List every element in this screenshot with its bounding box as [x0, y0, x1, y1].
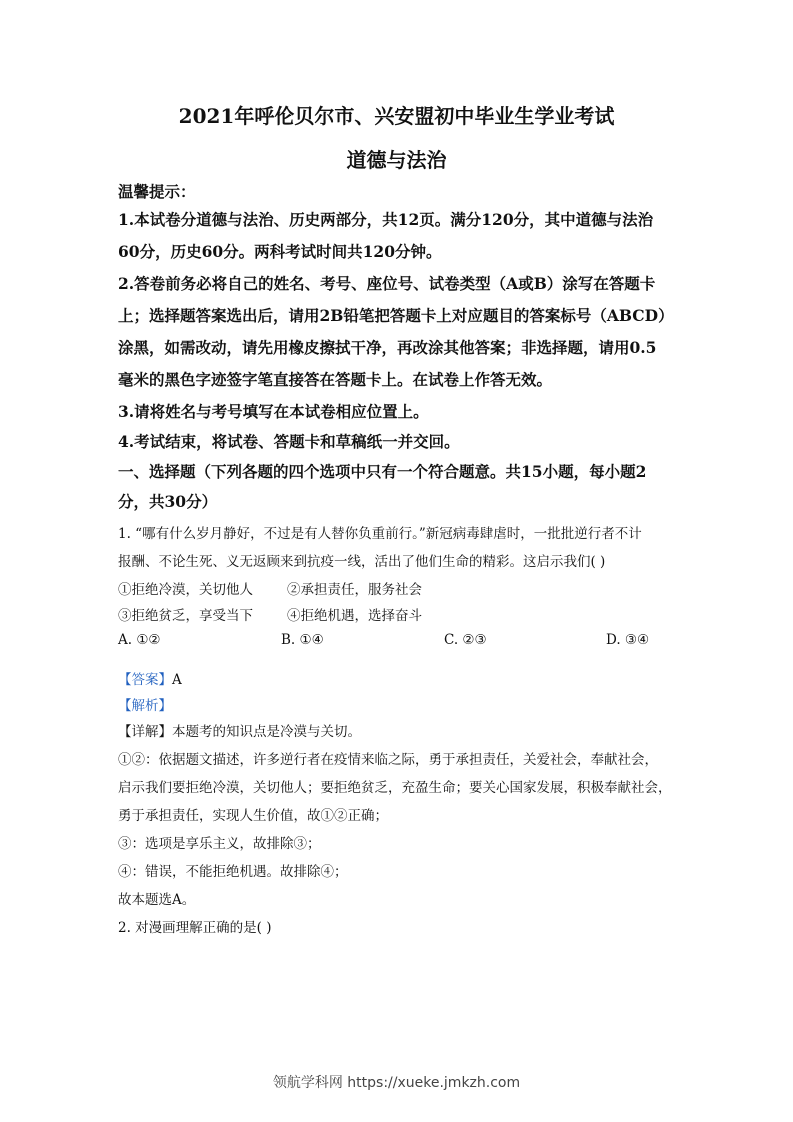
section-heading: 分，共30分）	[118, 492, 218, 511]
option-d: D. ③④	[606, 632, 650, 648]
detail-intro: 本题考的知识点是冷漠与关切。	[172, 724, 361, 740]
question-stem: 2. 对漫画理解正确的是( )	[118, 920, 272, 936]
notice-line: 2.答卷前务必将自己的姓名、考号、座位号、试卷类型（A或B）涂写在答题卡	[118, 274, 656, 293]
question-stem: 1. “哪有什么岁月静好，不过是有人替你负重前行。”新冠病毒肆虐时，一批批逆行者不计	[118, 526, 642, 542]
explanation-line: 故本题选A。	[118, 892, 196, 908]
explanation-line: ①②：依据题文描述，许多逆行者在疫情来临之际，勇于承担责任，关爱社会，奉献社会，	[118, 752, 658, 768]
notice-line: 涂黑，如需改动，请先用橡皮擦拭干净，再改涂其他答案；非选择题，请用0.5	[118, 338, 657, 357]
option-c: C. ②③	[444, 632, 487, 648]
statement: ②承担责任，服务社会	[287, 582, 422, 598]
explanation-line: 启示我们要拒绝冷漠，关切他人；要拒绝贫乏，充盈生命；要关心国家发展，积极奉献社会，	[118, 780, 672, 796]
notice-line: 1.本试卷分道德与法治、历史两部分，共12页。满分120分，其中道德与法治	[118, 210, 654, 229]
detail-tag: 【详解】	[118, 724, 172, 740]
statement: ①拒绝冷漠，关切他人	[118, 582, 253, 598]
exam-subtitle: 道德与法治	[346, 148, 447, 172]
explanation-line: ④：错误，不能拒绝机遇。故排除④；	[118, 864, 348, 880]
answer-line	[118, 668, 182, 688]
question-stem: 报酬、不论生死、义无返顾来到抗疫一线，活出了他们生命的精彩。这启示我们( )	[118, 554, 606, 570]
explanation-line: ③：选项是享乐主义，故排除③；	[118, 836, 321, 852]
answer-tag: 【答案】	[118, 672, 172, 688]
notice-line: 4.考试结束，将试卷、答题卡和草稿纸一并交回。	[118, 432, 460, 451]
notice-line: 60分，历史60分。两科考试时间共120分钟。	[118, 242, 442, 261]
analysis-tag: 【解析】	[118, 698, 172, 714]
section-heading: 一、选择题（下列各题的四个选项中只有一个符合题意。共15小题，每小题2	[118, 462, 647, 481]
statement: ③拒绝贫乏，享受当下	[118, 608, 253, 624]
statement: ④拒绝机遇，选择奋斗	[287, 608, 422, 624]
detail-line	[118, 720, 361, 740]
option-a: A. ①②	[118, 632, 161, 648]
notice-line: 毫米的黑色字迹签字笔直接答在答题卡上。在试卷上作答无效。	[118, 370, 553, 389]
explanation-line: 勇于承担责任，实现人生价值，故①②正确；	[118, 808, 388, 824]
notice-line: 3.请将姓名与考号填写在本试卷相应位置上。	[118, 402, 429, 421]
exam-title: 2021年呼伦贝尔市、兴安盟初中毕业生学业考试	[178, 104, 615, 128]
notice-line: 上；选择题答案选出后，请用2B铅笔把答题卡上对应题目的答案标号（ABCD）	[118, 306, 674, 325]
notice-heading: 温馨提示：	[118, 182, 196, 201]
answer-value: A	[172, 672, 182, 688]
option-b: B. ①④	[281, 632, 324, 648]
footer-watermark: 领航学科网 https://xueke.jmkzh.com	[272, 1075, 521, 1091]
